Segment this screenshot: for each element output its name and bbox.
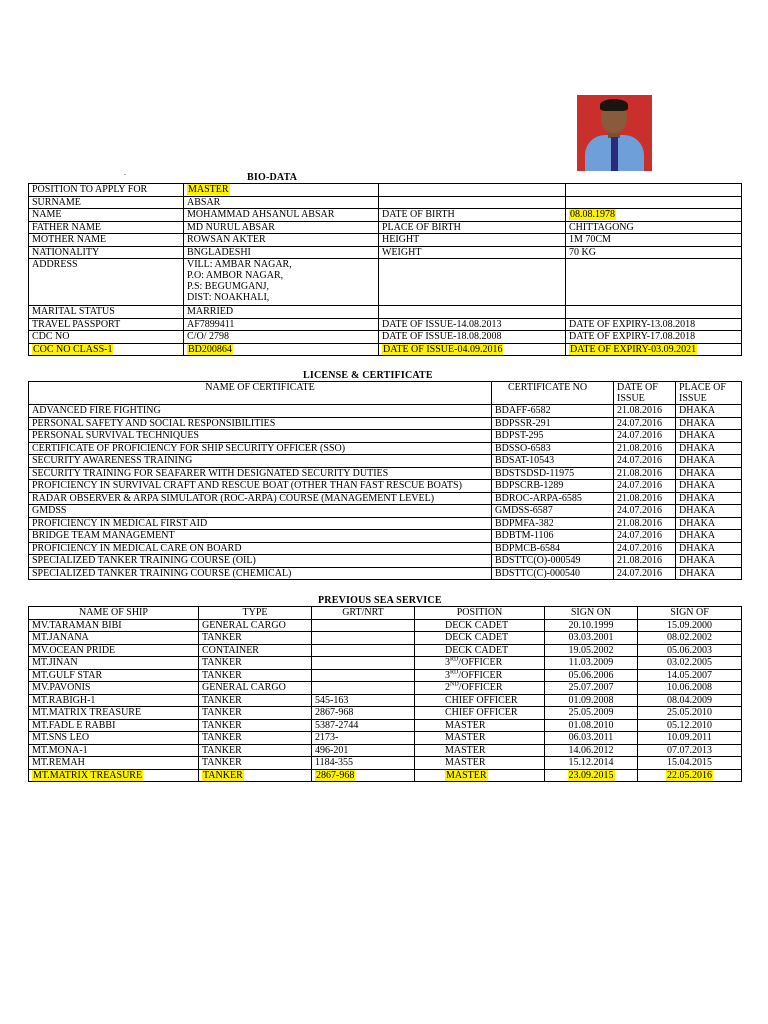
certificate-name: PROFICIENCY IN MEDICAL CARE ON BOARD	[29, 542, 492, 555]
empty-cell	[379, 259, 566, 306]
position	[415, 682, 545, 695]
highlighted-value: TANKER	[203, 769, 243, 781]
table-row	[29, 480, 742, 493]
ship-type: TANKER	[199, 669, 312, 682]
applicant-photo	[577, 95, 652, 171]
field-value: AF7899411	[184, 318, 379, 331]
ship-type: TANKER	[199, 694, 312, 707]
table-row	[29, 405, 742, 418]
col-header-sign-off: SIGN OF	[638, 607, 742, 620]
position-title: /OFFICER	[458, 657, 503, 668]
header-line: DATE OF	[617, 382, 658, 393]
certificate-no: BDPSCRB-1289	[492, 480, 614, 493]
table-row	[29, 555, 742, 568]
sign-on: 25.07.2007	[545, 682, 638, 695]
sign-on: 03.03.2001	[545, 632, 638, 645]
highlighted-value: DATE OF ISSUE-04.09.2016	[383, 343, 503, 355]
col-header-certificate-no: CERTIFICATE NO	[492, 382, 614, 405]
field-value: C/O/ 2798	[184, 331, 379, 344]
position: MASTER	[415, 719, 545, 732]
field-value: MOHAMMAD AHSANUL ABSAR	[184, 209, 379, 222]
header-line: ISSUE	[617, 393, 645, 404]
certificate-no: BDROC-ARPA-6585	[492, 492, 614, 505]
table-row	[29, 644, 742, 657]
field-value	[566, 209, 742, 222]
date-of-issue: 24.07.2016	[614, 530, 676, 543]
license-title: LICENSE & CERTIFICATE	[303, 370, 433, 381]
field-value: MD NURUL ABSAR	[184, 221, 379, 234]
position-rank: 3	[445, 669, 450, 681]
field-label	[379, 306, 566, 319]
field-label	[379, 196, 566, 209]
header-line: ISSUE	[679, 393, 707, 404]
sign-on: 19.05.2002	[545, 644, 638, 657]
ship-name: MV.OCEAN PRIDE	[29, 644, 199, 657]
date-of-issue: 21.08.2016	[614, 442, 676, 455]
field-label: SURNAME	[29, 196, 184, 209]
sea-service-title: PREVIOUS SEA SERVICE	[318, 595, 442, 606]
certificate-name: PROFICIENCY IN MEDICAL FIRST AID	[29, 517, 492, 530]
position: MASTER	[415, 744, 545, 757]
sign-off: 10.09.2011	[638, 732, 742, 745]
certificate-name: CERTIFICATE OF PROFICIENCY FOR SHIP SECURITY OFFICER (SSO)	[29, 442, 492, 455]
place-of-issue: DHAKA	[676, 405, 742, 418]
table-row	[29, 184, 742, 197]
field-label: POSITION TO APPLY FOR	[29, 184, 184, 197]
highlighted-value: BD200864	[188, 343, 232, 355]
sign-on: 01.08.2010	[545, 719, 638, 732]
certificate-no: BDPST-295	[492, 430, 614, 443]
ship-type: TANKER	[199, 757, 312, 770]
table-row	[29, 682, 742, 695]
table-row	[29, 757, 742, 770]
certificate-name: PERSONAL SURVIVAL TECHNIQUES	[29, 430, 492, 443]
ship-type: TANKER	[199, 657, 312, 670]
sign-off: 08.04.2009	[638, 694, 742, 707]
col-header-date-of-issue	[614, 382, 676, 405]
license-rows	[29, 405, 742, 580]
ship-name: MT.MONA-1	[29, 744, 199, 757]
ship-type: GENERAL CARGO	[199, 682, 312, 695]
date-of-issue: 24.07.2016	[614, 480, 676, 493]
field-value: DATE OF EXPIRY-17.08.2018	[566, 331, 742, 344]
position	[415, 669, 545, 682]
position	[415, 657, 545, 670]
position-title: /OFFICER	[458, 682, 503, 693]
certificate-no: BDAFF-6582	[492, 405, 614, 418]
place-of-issue: DHAKA	[676, 430, 742, 443]
field-label: MOTHER NAME	[29, 234, 184, 247]
highlighted-value: MASTER	[446, 769, 487, 781]
table-row	[29, 542, 742, 555]
position: DECK CADET	[415, 644, 545, 657]
place-of-issue: DHAKA	[676, 467, 742, 480]
table-row	[29, 732, 742, 745]
col-header-place-of-issue	[676, 382, 742, 405]
col-header-sign-on: SIGN ON	[545, 607, 638, 620]
position-rank: 2	[445, 682, 450, 693]
col-header-ship: NAME OF SHIP	[29, 607, 199, 620]
certificate-name: ADVANCED FIRE FIGHTING	[29, 405, 492, 418]
field-label: TRAVEL PASSPORT	[29, 318, 184, 331]
highlighted-value: 08.08.1978	[570, 209, 615, 220]
grt-nrt	[312, 682, 415, 695]
field-label: MARITAL STATUS	[29, 306, 184, 319]
ship-type: TANKER	[199, 632, 312, 645]
empty-cell	[566, 259, 742, 306]
place-of-issue: DHAKA	[676, 517, 742, 530]
ship-name: MV.TARAMAN BIBI	[29, 619, 199, 632]
field-label: HEIGHT	[379, 234, 566, 247]
sign-on: 20.10.1999	[545, 619, 638, 632]
ship-type: TANKER	[199, 719, 312, 732]
table-row	[29, 455, 742, 468]
ship-type: TANKER	[199, 707, 312, 720]
certificate-name: SECURITY TRAINING FOR SEAFARER WITH DESIGNATED SECURITY DUTIES	[29, 467, 492, 480]
table-row	[29, 619, 742, 632]
photo-hair	[600, 99, 628, 111]
date-of-issue: 24.07.2016	[614, 430, 676, 443]
address-line: DIST: NOAKHALI,	[187, 292, 270, 303]
sign-off: 03.02.2005	[638, 657, 742, 670]
address-line: VILL: AMBAR NAGAR,	[187, 259, 292, 270]
bio-data-rows-2	[29, 306, 742, 356]
sign-off: 25.05.2010	[638, 707, 742, 720]
bio-data-table	[28, 183, 742, 356]
sea-header-row	[29, 607, 742, 620]
field-label: DATE OF ISSUE-14.08.2013	[379, 318, 566, 331]
place-of-issue: DHAKA	[676, 542, 742, 555]
grt-nrt: 1184-355	[312, 757, 415, 770]
table-row	[29, 505, 742, 518]
table-row	[29, 259, 742, 306]
table-row	[29, 492, 742, 505]
table-row	[29, 318, 742, 331]
bio-data-rows	[29, 184, 742, 259]
photo-tie	[611, 137, 618, 171]
position	[415, 769, 545, 782]
ship-type	[199, 769, 312, 782]
field-value: ABSAR	[184, 196, 379, 209]
certificate-name: PERSONAL SAFETY AND SOCIAL RESPONSIBILITIES	[29, 417, 492, 430]
ship-name: MT.RABIGH-1	[29, 694, 199, 707]
table-row	[29, 530, 742, 543]
field-value: MARRIED	[184, 306, 379, 319]
certificate-no: BDSAT-10543	[492, 455, 614, 468]
certificate-name: SECURITY AWARENESS TRAINING	[29, 455, 492, 468]
field-value: CHITTAGONG	[566, 221, 742, 234]
field-label: DATE OF BIRTH	[379, 209, 566, 222]
ship-name: MT.JANANA	[29, 632, 199, 645]
field-label	[379, 184, 566, 197]
col-header-type: TYPE	[199, 607, 312, 620]
table-row	[29, 234, 742, 247]
date-of-issue: 24.07.2016	[614, 455, 676, 468]
col-header-position: POSITION	[415, 607, 545, 620]
certificate-no: GMDSS-6587	[492, 505, 614, 518]
sign-off: 05.12.2010	[638, 719, 742, 732]
sea-rows	[29, 619, 742, 782]
position-title: /OFFICER	[458, 669, 503, 681]
ship-type: TANKER	[199, 744, 312, 757]
sign-on: 01.09.2008	[545, 694, 638, 707]
date-of-issue: 21.08.2016	[614, 517, 676, 530]
table-row	[29, 196, 742, 209]
field-value: 1M 70CM	[566, 234, 742, 247]
field-value: 70 KG	[566, 246, 742, 259]
certificate-name: GMDSS	[29, 505, 492, 518]
field-value: ROWSAN AKTER	[184, 234, 379, 247]
grt-nrt	[312, 632, 415, 645]
table-row	[29, 343, 742, 356]
sign-on: 11.03.2009	[545, 657, 638, 670]
sign-on: 14.06.2012	[545, 744, 638, 757]
highlighted-value: COC NO CLASS-1	[33, 343, 113, 355]
bio-data-title: BIO-DATA	[247, 172, 298, 183]
certificate-no: BDBTM-1106	[492, 530, 614, 543]
address-label: ADDRESS	[29, 259, 184, 306]
table-row	[29, 657, 742, 670]
certificate-no: BDSSO-6583	[492, 442, 614, 455]
date-of-issue: 24.07.2016	[614, 505, 676, 518]
address-value	[184, 259, 379, 306]
certificate-name: SPECIALIZED TANKER TRAINING COURSE (OIL)	[29, 555, 492, 568]
certificate-name: PROFICIENCY IN SURVIVAL CRAFT AND RESCUE BOAT (OTHER THAN FAST RESCUE BOATS)	[29, 480, 492, 493]
sign-off	[638, 769, 742, 782]
table-row	[29, 694, 742, 707]
ship-type: TANKER	[199, 732, 312, 745]
grt-nrt: 5387-2744	[312, 719, 415, 732]
place-of-issue: DHAKA	[676, 555, 742, 568]
field-value: BNGLADESHI	[184, 246, 379, 259]
col-header-grt: GRT/NRT	[312, 607, 415, 620]
sea-service-table	[28, 606, 742, 782]
field-label: NAME	[29, 209, 184, 222]
certificate-name: RADAR OBSERVER & ARPA SIMULATOR (ROC-ARPA) COURSE (MANAGEMENT LEVEL)	[29, 492, 492, 505]
sign-off: 15.09.2000	[638, 619, 742, 632]
sign-on: 25.05.2009	[545, 707, 638, 720]
field-value: DATE OF EXPIRY-13.08.2018	[566, 318, 742, 331]
date-of-issue: 21.08.2016	[614, 555, 676, 568]
table-row	[29, 467, 742, 480]
position-suffix: ND	[450, 681, 459, 688]
ship-name: MT.FADL E RABBI	[29, 719, 199, 732]
sign-on: 15.12.2014	[545, 757, 638, 770]
sign-off: 15.04.2015	[638, 757, 742, 770]
place-of-issue: DHAKA	[676, 455, 742, 468]
place-of-issue: DHAKA	[676, 417, 742, 430]
sign-on: 06.03.2011	[545, 732, 638, 745]
position: MASTER	[415, 732, 545, 745]
certificate-name: SPECIALIZED TANKER TRAINING COURSE (CHEMICAL)	[29, 567, 492, 580]
place-of-issue: DHAKA	[676, 492, 742, 505]
field-label: FATHER NAME	[29, 221, 184, 234]
certificate-no: BDSTSDSD-11975	[492, 467, 614, 480]
field-label: WEIGHT	[379, 246, 566, 259]
grt-nrt	[312, 769, 415, 782]
place-of-issue: DHAKA	[676, 480, 742, 493]
address-line: P.S: BEGUMGANJ,	[187, 281, 269, 292]
field-value	[566, 184, 742, 197]
license-table	[28, 381, 742, 580]
field-value	[184, 184, 379, 197]
field-label: PLACE OF BIRTH	[379, 221, 566, 234]
table-row	[29, 744, 742, 757]
field-label: CDC NO	[29, 331, 184, 344]
ship-name: MT.JINAN	[29, 657, 199, 670]
grt-nrt	[312, 644, 415, 657]
table-row	[29, 417, 742, 430]
position: CHIEF OFFICER	[415, 707, 545, 720]
grt-nrt	[312, 619, 415, 632]
field-label: NATIONALITY	[29, 246, 184, 259]
table-row	[29, 517, 742, 530]
date-of-issue: 24.07.2016	[614, 542, 676, 555]
place-of-issue: DHAKA	[676, 567, 742, 580]
position: DECK CADET	[415, 632, 545, 645]
date-of-issue: 21.08.2016	[614, 492, 676, 505]
field-value	[184, 343, 379, 356]
highlighted-value: MASTER	[188, 184, 229, 195]
grt-nrt	[312, 669, 415, 682]
field-label	[29, 343, 184, 356]
ship-name: MT.MATRIX TREASURE	[29, 707, 199, 720]
sign-on	[545, 769, 638, 782]
grt-nrt: 496-201	[312, 744, 415, 757]
table-row	[29, 442, 742, 455]
sign-off: 10.06.2008	[638, 682, 742, 695]
address-line: P.O: AMBOR NAGAR,	[187, 270, 284, 281]
date-of-issue: 21.08.2016	[614, 467, 676, 480]
position-rank: 3	[445, 657, 450, 668]
grt-nrt	[312, 657, 415, 670]
ship-type: CONTAINER	[199, 644, 312, 657]
place-of-issue: DHAKA	[676, 530, 742, 543]
place-of-issue: DHAKA	[676, 505, 742, 518]
table-row	[29, 209, 742, 222]
certificate-name: BRIDGE TEAM MANAGEMENT	[29, 530, 492, 543]
sign-on: 05.06.2006	[545, 669, 638, 682]
grt-nrt: 2173-	[312, 732, 415, 745]
field-value	[566, 306, 742, 319]
sign-off: 07.07.2013	[638, 744, 742, 757]
date-of-issue: 24.07.2016	[614, 417, 676, 430]
highlighted-value: MT.MATRIX TREASURE	[33, 769, 143, 781]
table-row	[29, 707, 742, 720]
certificate-no: BDPMFA-382	[492, 517, 614, 530]
field-label	[379, 343, 566, 356]
col-header-certificate-name: NAME OF CERTIFICATE	[29, 382, 492, 405]
table-row	[29, 719, 742, 732]
ship-name: MT.REMAH	[29, 757, 199, 770]
sign-off: 05.06.2003	[638, 644, 742, 657]
position: CHIEF OFFICER	[415, 694, 545, 707]
table-row	[29, 769, 742, 782]
field-value	[566, 343, 742, 356]
table-row	[29, 331, 742, 344]
license-header-row	[29, 382, 742, 405]
field-label: DATE OF ISSUE-18.08.2008	[379, 331, 566, 344]
stray-dot: .	[124, 168, 126, 177]
place-of-issue: DHAKA	[676, 442, 742, 455]
position-suffix: RD	[450, 656, 459, 663]
field-value	[566, 196, 742, 209]
ship-name: MT.GULF STAR	[29, 669, 199, 682]
highlighted-value: 23.09.2015	[568, 769, 614, 781]
certificate-no: BDSTTC(O)-000549	[492, 555, 614, 568]
highlighted-value: DATE OF EXPIRY-03.09.2021	[570, 343, 697, 355]
table-row	[29, 430, 742, 443]
position-suffix: RD	[450, 669, 459, 676]
table-row	[29, 221, 742, 234]
certificate-no: BDPMCB-6584	[492, 542, 614, 555]
table-row	[29, 306, 742, 319]
sign-off: 14.05.2007	[638, 669, 742, 682]
table-row	[29, 632, 742, 645]
highlighted-value: 2867-968	[316, 769, 355, 781]
grt-nrt: 2867-968	[312, 707, 415, 720]
certificate-no: BDSTTC(C)-000540	[492, 567, 614, 580]
date-of-issue: 24.07.2016	[614, 567, 676, 580]
ship-name: MT.SNS LEO	[29, 732, 199, 745]
highlighted-value: 22.05.2016	[667, 769, 712, 781]
table-row	[29, 567, 742, 580]
grt-nrt: 545-163	[312, 694, 415, 707]
position: DECK CADET	[415, 619, 545, 632]
table-row	[29, 669, 742, 682]
table-row	[29, 246, 742, 259]
ship-name	[29, 769, 199, 782]
position: MASTER	[415, 757, 545, 770]
certificate-no: BDPSSR-291	[492, 417, 614, 430]
date-of-issue: 21.08.2016	[614, 405, 676, 418]
header-line: PLACE OF	[679, 382, 726, 393]
ship-type: GENERAL CARGO	[199, 619, 312, 632]
sign-off: 08.02.2002	[638, 632, 742, 645]
ship-name: MV.PAVONIS	[29, 682, 199, 695]
